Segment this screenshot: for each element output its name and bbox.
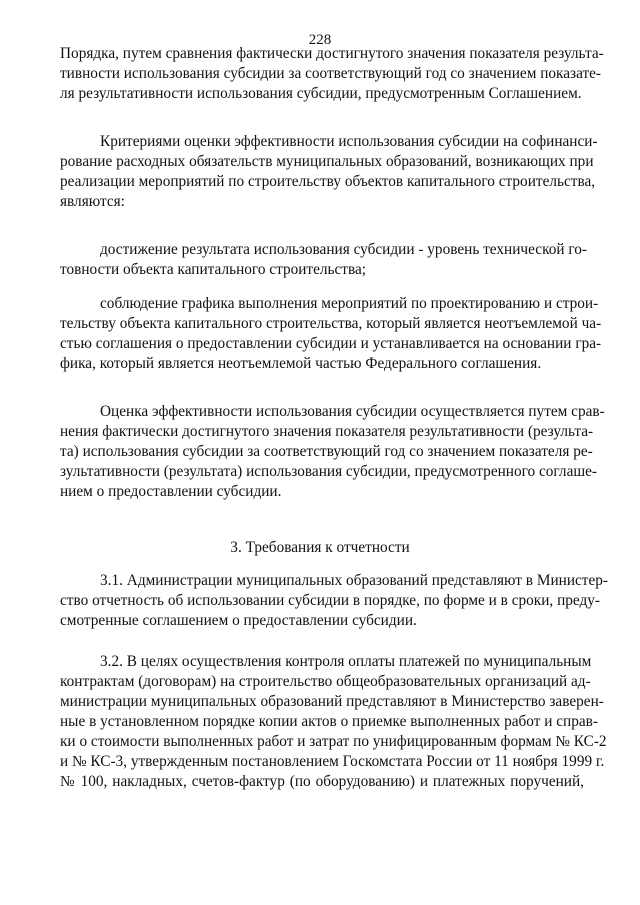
- text-line: достижение результата использования субсидии - уровень технической го-: [100, 241, 588, 258]
- paragraph-5: [60, 402, 605, 502]
- text-line: Оценка эффективности использования субсидии осуществляется путем срав-: [100, 403, 605, 420]
- text-line: товности объекта капитального строительства;: [60, 261, 367, 278]
- text-line: контрактам (договорам) на строительство общеобразовательных организаций ад-: [60, 673, 591, 690]
- text-line: 3.1. Администрации муниципальных образований представляют в Министер-: [100, 572, 609, 589]
- text-line: ные в установленном порядке копии актов о приемке выполненных работ и справ-: [60, 713, 598, 730]
- text-line: зультативности (результата) использования субсидии, предусмотренного соглаше-: [60, 463, 598, 480]
- text-line: фика, который является неотъемлемой частью Федерального соглашения.: [60, 355, 542, 372]
- text-line: тельству объекта капитального строительства, который является неотъемлемой ча-: [60, 315, 602, 332]
- text-line: ля результативности использования субсидии, предусмотренным Соглашением.: [60, 85, 582, 102]
- text-line: смотренные соглашением о предоставлении субсидии.: [60, 612, 417, 629]
- text-line: ство отчетность об использовании субсидии в порядке, по форме и в сроки, преду-: [60, 592, 601, 609]
- paragraph-3: [60, 240, 588, 280]
- paragraph-1: [60, 44, 604, 104]
- text-line: Критериями оценки эффективности использования субсидии на софинанси-: [100, 133, 598, 150]
- text-line: 3.2. В целях осуществления контроля оплаты платежей по муниципальным: [100, 653, 592, 670]
- text-line: соблюдение графика выполнения мероприятий по проектированию и строи-: [100, 295, 599, 312]
- text-line: и № КС-3, утвержденным постановлением Госкомстата России от 11 ноября 1999 г.: [60, 753, 605, 770]
- paragraph-4: [60, 294, 602, 374]
- text-line: являются:: [60, 193, 125, 210]
- text-line: ки о стоимости выполненных работ и затрат по унифицированным формам № КС-2: [60, 733, 607, 750]
- text-line: та) использования субсидии за соответствующий год со значением показателя ре-: [60, 443, 593, 460]
- paragraph-6: [60, 571, 609, 631]
- text-line: министрации муниципальных образований представляют в Министерство заверен-: [60, 693, 604, 710]
- text-line: № 100, накладных, счетов-фактур (по оборудованию) и платежных поручений,: [60, 773, 584, 790]
- section-heading: 3. Требования к отчетности: [230, 539, 410, 556]
- paragraph-2: [60, 132, 598, 212]
- page-number: 228: [308, 32, 332, 48]
- text-line: тивности использования субсидии за соответствующий год со значением показате-: [60, 65, 602, 82]
- text-line: нием о предоставлении субсидии.: [60, 483, 282, 500]
- text-line: нения фактически достигнутого значения показателя результативности (результа-: [60, 423, 594, 440]
- paragraph-7: [60, 652, 607, 792]
- text-line: реализации мероприятий по строительству объектов капитального строительства,: [60, 173, 596, 190]
- text-line: Порядка, путем сравнения фактически достигнутого значения показателя результа-: [60, 45, 604, 62]
- text-line: стью соглашения о предоставлении субсидии и устанавливается на основании гра-: [60, 335, 602, 352]
- text-line: рование расходных обязательств муниципальных образований, возникающих при: [60, 153, 594, 170]
